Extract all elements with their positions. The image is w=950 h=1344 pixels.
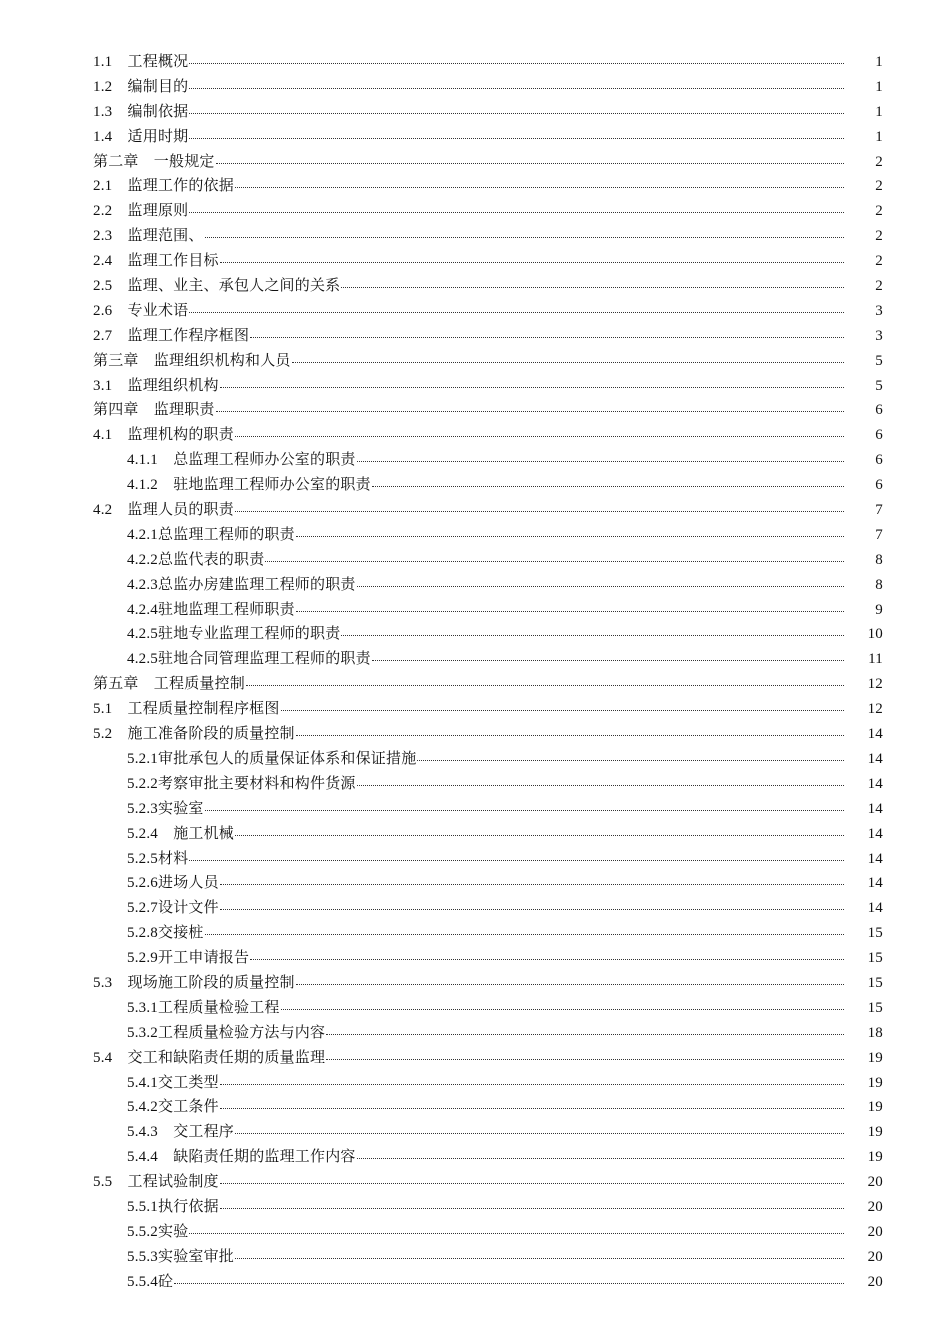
toc-entry-label: 2.3 监理范围、 bbox=[93, 228, 204, 245]
dot-leader bbox=[417, 754, 844, 761]
toc-entry-label: 5.4.1交工类型 bbox=[127, 1074, 219, 1091]
toc-entry-page-number: 10 bbox=[867, 626, 883, 643]
toc-entry[interactable] bbox=[93, 1046, 883, 1071]
toc-entry-label: 5.2.8交接桩 bbox=[127, 925, 204, 942]
toc-entry-page-number: 15 bbox=[867, 974, 883, 991]
dot-leader bbox=[235, 829, 844, 836]
dot-leader bbox=[235, 1252, 844, 1259]
toc-entry[interactable] bbox=[93, 249, 883, 274]
dot-leader bbox=[357, 580, 844, 587]
dot-leader bbox=[292, 356, 844, 363]
toc-entry-page-number: 5 bbox=[875, 377, 883, 394]
toc-entry[interactable] bbox=[93, 199, 883, 224]
dot-leader bbox=[220, 1078, 844, 1085]
toc-entry[interactable] bbox=[93, 797, 883, 822]
toc-entry[interactable] bbox=[93, 50, 883, 75]
dot-leader bbox=[235, 181, 844, 188]
toc-entry-page-number: 6 bbox=[875, 402, 883, 419]
toc-entry[interactable] bbox=[93, 75, 883, 100]
dot-leader bbox=[296, 978, 844, 985]
toc-entry[interactable] bbox=[93, 598, 883, 623]
toc-entry-page-number: 6 bbox=[875, 427, 883, 444]
toc-entry-label: 5.5.3实验室审批 bbox=[127, 1248, 235, 1265]
toc-entry-label: 4.2.4驻地监理工程师职责 bbox=[127, 601, 295, 618]
toc-entry-label: 4.2.3总监办房建监理工程师的职责 bbox=[127, 576, 356, 593]
toc-entry-label: 5.2.5材料 bbox=[127, 850, 189, 867]
toc-entry[interactable] bbox=[93, 1145, 883, 1170]
dot-leader bbox=[220, 1202, 844, 1209]
toc-entry-page-number: 1 bbox=[875, 54, 883, 70]
toc-entry-label: 3.1 监理组织机构 bbox=[93, 377, 219, 394]
toc-entry-label: 5.5 工程试验制度 bbox=[93, 1174, 219, 1191]
toc-entry-label: 2.1 监理工作的依据 bbox=[93, 178, 234, 195]
toc-entry-label: 5.2.3实验室 bbox=[127, 800, 204, 817]
toc-entry-page-number: 3 bbox=[875, 302, 883, 319]
toc-entry-label: 1.4 适用时期 bbox=[93, 128, 189, 145]
toc-entry-label: 5.2.9开工申请报告 bbox=[127, 950, 250, 967]
toc-entry-page-number: 6 bbox=[875, 452, 883, 469]
toc-entry-page-number: 20 bbox=[867, 1198, 883, 1215]
dot-leader bbox=[265, 555, 844, 562]
dot-leader bbox=[220, 878, 844, 885]
toc-entry[interactable] bbox=[93, 374, 883, 399]
toc-entry-label: 5.2 施工准备阶段的质量控制 bbox=[93, 726, 295, 743]
dot-leader bbox=[281, 704, 844, 711]
toc-entry-page-number: 12 bbox=[867, 676, 883, 693]
toc-entry[interactable] bbox=[93, 398, 883, 423]
toc-entry-page-number: 19 bbox=[867, 1074, 883, 1091]
dot-leader bbox=[220, 903, 844, 910]
toc-entry-page-number: 15 bbox=[867, 925, 883, 942]
toc-entry-label: 1.1 工程概况 bbox=[93, 54, 189, 70]
toc-entry-label: 4.2.1总监理工程师的职责 bbox=[127, 526, 295, 543]
toc-entry-page-number: 14 bbox=[867, 900, 883, 917]
toc-entry-page-number: 1 bbox=[875, 78, 883, 95]
toc-entry-label: 4.2.2总监代表的职责 bbox=[127, 551, 265, 568]
toc-entry-page-number: 2 bbox=[875, 278, 883, 295]
toc-entry-label: 4.1 监理机构的职责 bbox=[93, 427, 234, 444]
toc-entry-page-number: 2 bbox=[875, 253, 883, 270]
toc-entry-label: 第五章 工程质量控制 bbox=[93, 676, 246, 693]
toc-entry-label: 1.2 编制目的 bbox=[93, 78, 189, 95]
toc-entry[interactable] bbox=[93, 896, 883, 921]
toc-entry-page-number: 14 bbox=[867, 775, 883, 792]
dot-leader bbox=[189, 107, 844, 114]
toc-entry[interactable] bbox=[93, 996, 883, 1021]
toc-entry-label: 5.3 现场施工阶段的质量控制 bbox=[93, 974, 295, 991]
toc-entry-page-number: 14 bbox=[867, 800, 883, 817]
toc-entry[interactable] bbox=[93, 174, 883, 199]
toc-entry[interactable] bbox=[93, 647, 883, 672]
toc-entry[interactable] bbox=[93, 946, 883, 971]
toc-entry[interactable] bbox=[93, 871, 883, 896]
toc-entry-page-number: 15 bbox=[867, 950, 883, 967]
dot-leader bbox=[357, 455, 844, 462]
toc-entry-page-number: 19 bbox=[867, 1149, 883, 1166]
dot-leader bbox=[189, 206, 844, 213]
dot-leader bbox=[189, 82, 844, 89]
toc-entry[interactable] bbox=[93, 747, 883, 772]
toc-entry[interactable] bbox=[93, 1021, 883, 1046]
toc-entry-page-number: 3 bbox=[875, 327, 883, 344]
dot-leader bbox=[250, 331, 844, 338]
dot-leader bbox=[189, 57, 844, 64]
dot-leader bbox=[246, 679, 844, 686]
dot-leader bbox=[326, 1028, 844, 1035]
toc-entry-label: 5.5.1执行依据 bbox=[127, 1198, 219, 1215]
dot-leader bbox=[235, 505, 844, 512]
toc-entry-page-number: 12 bbox=[867, 701, 883, 718]
toc-entry-page-number: 14 bbox=[867, 850, 883, 867]
toc-entry-label: 5.5.2实验 bbox=[127, 1223, 189, 1240]
toc-entry-page-number: 19 bbox=[867, 1099, 883, 1116]
toc-entry[interactable] bbox=[93, 847, 883, 872]
toc-entry-label: 5.3.2工程质量检验方法与内容 bbox=[127, 1024, 326, 1041]
toc-entry-page-number: 5 bbox=[875, 352, 883, 369]
toc-entry[interactable] bbox=[93, 423, 883, 448]
toc-entry[interactable] bbox=[93, 224, 883, 249]
toc-entry-label: 1.3 编制依据 bbox=[93, 103, 189, 120]
toc-entry-label: 5.2.4 施工机械 bbox=[127, 825, 235, 842]
dot-leader bbox=[235, 430, 844, 437]
toc-entry-label: 4.1.1 总监理工程师办公室的职责 bbox=[127, 452, 356, 469]
toc-entry-label: 2.4 监理工作目标 bbox=[93, 253, 219, 270]
toc-entry-label: 5.5.4砼 bbox=[127, 1273, 174, 1290]
toc-entry-page-number: 8 bbox=[875, 576, 883, 593]
dot-leader bbox=[296, 605, 844, 612]
toc-entry[interactable] bbox=[93, 672, 883, 697]
dot-leader bbox=[296, 530, 844, 537]
toc-entry[interactable] bbox=[93, 772, 883, 797]
toc-entry-page-number: 14 bbox=[867, 750, 883, 767]
toc-entry[interactable] bbox=[93, 822, 883, 847]
toc-entry-page-number: 20 bbox=[867, 1248, 883, 1265]
toc-entry-label: 5.4 交工和缺陷责任期的质量监理 bbox=[93, 1049, 326, 1066]
toc-entry[interactable] bbox=[93, 1245, 883, 1270]
dot-leader bbox=[220, 256, 844, 263]
toc-entry[interactable] bbox=[93, 1270, 883, 1295]
toc-entry-label: 4.2.5驻地合同管理监理工程师的职责 bbox=[127, 651, 371, 668]
toc-entry[interactable] bbox=[93, 1195, 883, 1220]
toc-entry[interactable] bbox=[93, 1120, 883, 1145]
toc-entry-label: 4.2 监理人员的职责 bbox=[93, 502, 234, 519]
dot-leader bbox=[220, 381, 844, 388]
toc-entry-label: 4.1.2 驻地监理工程师办公室的职责 bbox=[127, 477, 371, 494]
dot-leader bbox=[372, 480, 844, 487]
toc-entry-page-number: 2 bbox=[875, 203, 883, 220]
dot-leader bbox=[281, 1003, 844, 1010]
toc-entry-page-number: 1 bbox=[875, 103, 883, 120]
dot-leader bbox=[189, 306, 844, 313]
toc-entry-page-number: 2 bbox=[875, 228, 883, 245]
toc-entry[interactable] bbox=[93, 299, 883, 324]
dot-leader bbox=[341, 629, 844, 636]
toc-entry[interactable] bbox=[93, 622, 883, 647]
toc-entry[interactable] bbox=[93, 1071, 883, 1096]
toc-entry-page-number: 19 bbox=[867, 1124, 883, 1141]
toc-entry-page-number: 6 bbox=[875, 477, 883, 494]
toc-entry-label: 5.2.1审批承包人的质量保证体系和保证措施 bbox=[127, 750, 417, 767]
toc-entry-page-number: 14 bbox=[867, 875, 883, 892]
toc-entry-label: 2.5 监理、业主、承包人之间的关系 bbox=[93, 278, 341, 295]
dot-leader bbox=[341, 281, 844, 288]
toc-entry[interactable] bbox=[93, 697, 883, 722]
toc-entry-label: 2.2 监理原则 bbox=[93, 203, 189, 220]
dot-leader bbox=[205, 231, 844, 238]
toc-entry[interactable] bbox=[93, 324, 883, 349]
dot-leader bbox=[220, 1177, 844, 1184]
toc-entry-page-number: 15 bbox=[867, 999, 883, 1016]
toc-entry[interactable] bbox=[93, 349, 883, 374]
toc-entry[interactable] bbox=[93, 100, 883, 125]
toc-entry-label: 4.2.5驻地专业监理工程师的职责 bbox=[127, 626, 341, 643]
toc-entry-page-number: 14 bbox=[867, 825, 883, 842]
toc-entry-label: 5.3.1工程质量检验工程 bbox=[127, 999, 280, 1016]
toc-entry[interactable] bbox=[93, 548, 883, 573]
dot-leader bbox=[326, 1053, 844, 1060]
dot-leader bbox=[357, 779, 844, 786]
toc-entry-label: 5.4.4 缺陷责任期的监理工作内容 bbox=[127, 1149, 356, 1166]
toc-entry[interactable] bbox=[93, 448, 883, 473]
toc-entry[interactable] bbox=[93, 1220, 883, 1245]
toc-entry[interactable] bbox=[93, 498, 883, 523]
dot-leader bbox=[189, 1227, 844, 1234]
toc-entry-page-number: 9 bbox=[875, 601, 883, 618]
toc-entry[interactable] bbox=[93, 473, 883, 498]
toc-entry[interactable] bbox=[93, 1095, 883, 1120]
dot-leader bbox=[357, 1152, 844, 1159]
dot-leader bbox=[216, 405, 844, 412]
toc-entry-label: 5.2.2考察审批主要材料和构件货源 bbox=[127, 775, 356, 792]
toc-entry-page-number: 20 bbox=[867, 1273, 883, 1290]
dot-leader bbox=[205, 928, 844, 935]
toc-entry-page-number: 2 bbox=[875, 153, 883, 170]
toc-entry[interactable] bbox=[93, 523, 883, 548]
dot-leader bbox=[372, 654, 844, 661]
dot-leader bbox=[220, 1102, 844, 1109]
toc-entry[interactable] bbox=[93, 274, 883, 299]
dot-leader bbox=[205, 804, 844, 811]
toc-entry[interactable] bbox=[93, 971, 883, 996]
toc-entry-page-number: 8 bbox=[875, 551, 883, 568]
toc-entry-page-number: 20 bbox=[867, 1223, 883, 1240]
toc-entry-page-number: 18 bbox=[867, 1024, 883, 1041]
toc-entry-page-number: 7 bbox=[875, 526, 883, 543]
toc-entry-label: 5.2.7设计文件 bbox=[127, 900, 219, 917]
dot-leader bbox=[189, 854, 844, 861]
toc-entry[interactable] bbox=[93, 722, 883, 747]
toc-entry-page-number: 7 bbox=[875, 502, 883, 519]
toc-entry-page-number: 19 bbox=[867, 1049, 883, 1066]
dot-leader bbox=[216, 157, 844, 164]
toc-entry-page-number: 11 bbox=[868, 651, 883, 668]
toc-entry-label: 5.1 工程质量控制程序框图 bbox=[93, 701, 280, 718]
toc-entry-label: 第三章 监理组织机构和人员 bbox=[93, 352, 291, 369]
toc-entry-label: 第四章 监理职责 bbox=[93, 402, 215, 419]
toc-entry-label: 5.2.6进场人员 bbox=[127, 875, 219, 892]
toc-entry-label: 第二章 一般规定 bbox=[93, 153, 215, 170]
table-of-contents bbox=[93, 50, 883, 1295]
dot-leader bbox=[296, 729, 844, 736]
toc-entry-page-number: 20 bbox=[867, 1174, 883, 1191]
toc-entry-label: 5.4.2交工条件 bbox=[127, 1099, 219, 1116]
toc-entry[interactable] bbox=[93, 125, 883, 150]
toc-entry-label: 2.7 监理工作程序框图 bbox=[93, 327, 250, 344]
toc-entry-page-number: 14 bbox=[867, 726, 883, 743]
toc-entry[interactable] bbox=[93, 573, 883, 598]
dot-leader bbox=[174, 1277, 844, 1284]
dot-leader bbox=[189, 132, 844, 139]
toc-entry[interactable] bbox=[93, 921, 883, 946]
dot-leader bbox=[250, 953, 844, 960]
toc-entry[interactable] bbox=[93, 1170, 883, 1195]
toc-entry-label: 2.6 专业术语 bbox=[93, 302, 189, 319]
toc-entry-label: 5.4.3 交工程序 bbox=[127, 1124, 235, 1141]
toc-entry-page-number: 2 bbox=[875, 178, 883, 195]
toc-entry[interactable] bbox=[93, 150, 883, 175]
dot-leader bbox=[235, 1127, 844, 1134]
toc-entry-page-number: 1 bbox=[875, 128, 883, 145]
